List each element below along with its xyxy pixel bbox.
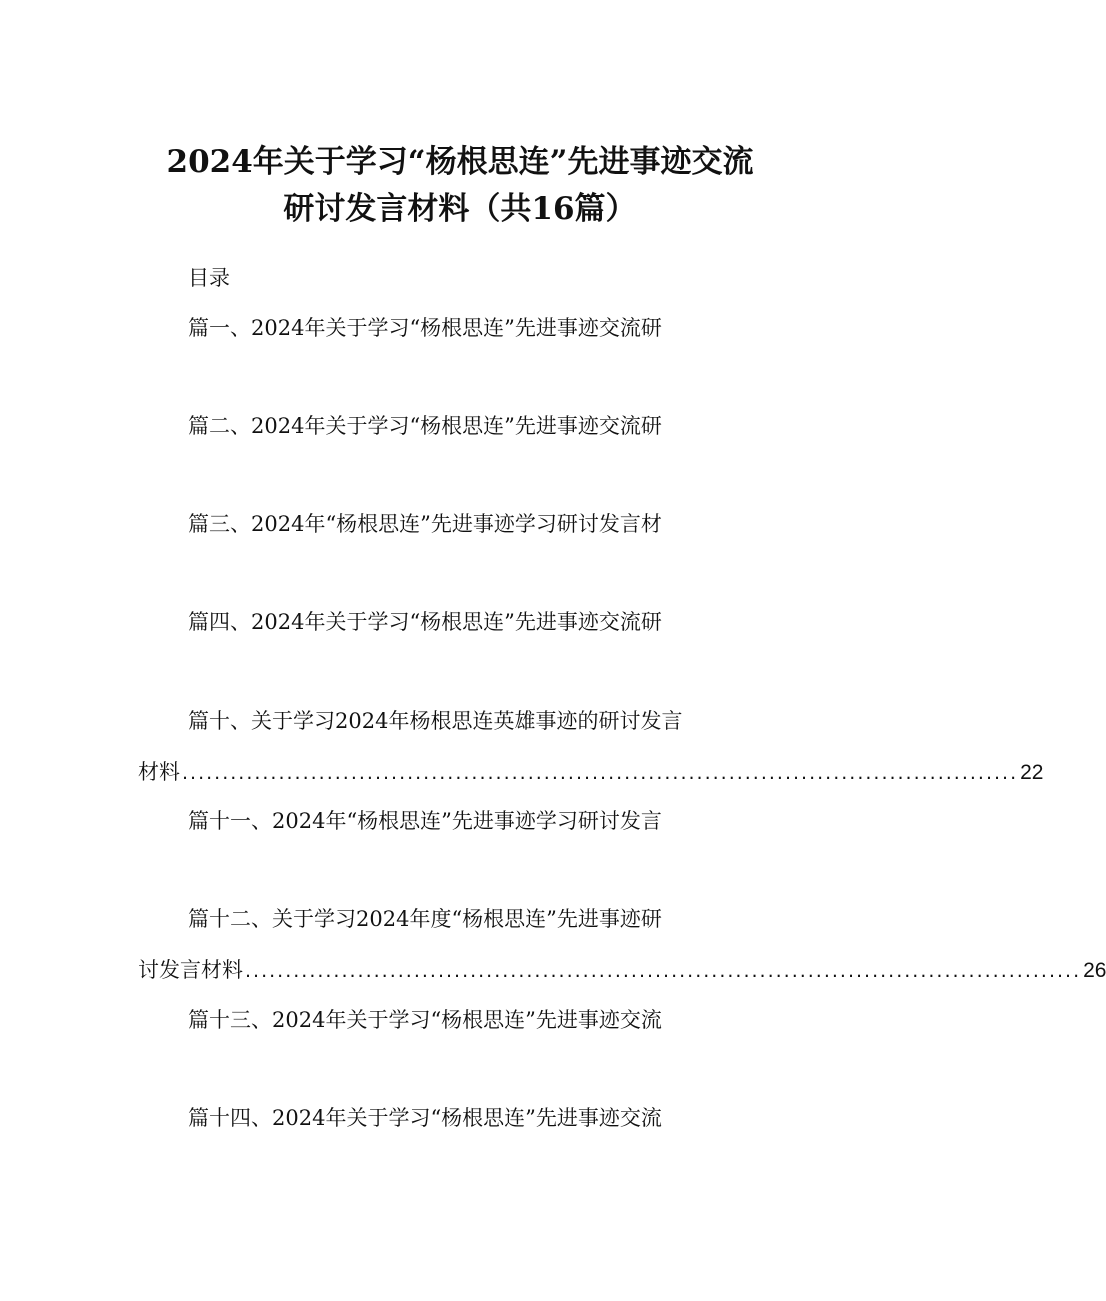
toc-entry-12[interactable]: 篇十二、关于学习2024年度“杨根思连”先进事迹研 — [188, 907, 662, 931]
toc-page-number: 26 — [1083, 959, 1106, 982]
toc-entry-10-continuation[interactable] — [138, 756, 1044, 786]
toc-entry-14[interactable]: 篇十四、2024年关于学习“杨根思连”先进事迹交流 — [188, 1106, 662, 1130]
toc-entry-4[interactable]: 篇四、2024年关于学习“杨根思连”先进事迹交流研 — [188, 610, 662, 634]
document-title-line-1: 2024年关于学习“杨根思连”先进事迹交流 — [166, 144, 754, 180]
toc-entry-10[interactable]: 篇十、关于学习2024年杨根思连英雄事迹的研讨发言 — [188, 709, 683, 733]
toc-leader-dots: ........................................................................................................ — [182, 762, 1019, 784]
toc-entry-12-continuation[interactable] — [138, 954, 1106, 984]
toc-entry-12-cont-text: 讨发言材料 — [138, 958, 243, 982]
toc-page-number: 22 — [1020, 761, 1044, 784]
toc-entry-1[interactable]: 篇一、2024年关于学习“杨根思连”先进事迹交流研 — [188, 316, 662, 340]
toc-leader-dots: ........................................................................................................ — [245, 960, 1082, 982]
toc-entry-13[interactable]: 篇十三、2024年关于学习“杨根思连”先进事迹交流 — [188, 1008, 662, 1032]
toc-entry-11[interactable]: 篇十一、2024年“杨根思连”先进事迹学习研讨发言 — [188, 809, 662, 833]
toc-heading: 目录 — [188, 266, 230, 290]
toc-entry-2[interactable]: 篇二、2024年关于学习“杨根思连”先进事迹交流研 — [188, 414, 662, 438]
toc-entry-3[interactable]: 篇三、2024年“杨根思连”先进事迹学习研讨发言材 — [188, 512, 662, 536]
document-title-line-2: 研讨发言材料（共16篇） — [283, 191, 637, 227]
toc-entry-10-cont-text: 材料 — [138, 760, 180, 784]
